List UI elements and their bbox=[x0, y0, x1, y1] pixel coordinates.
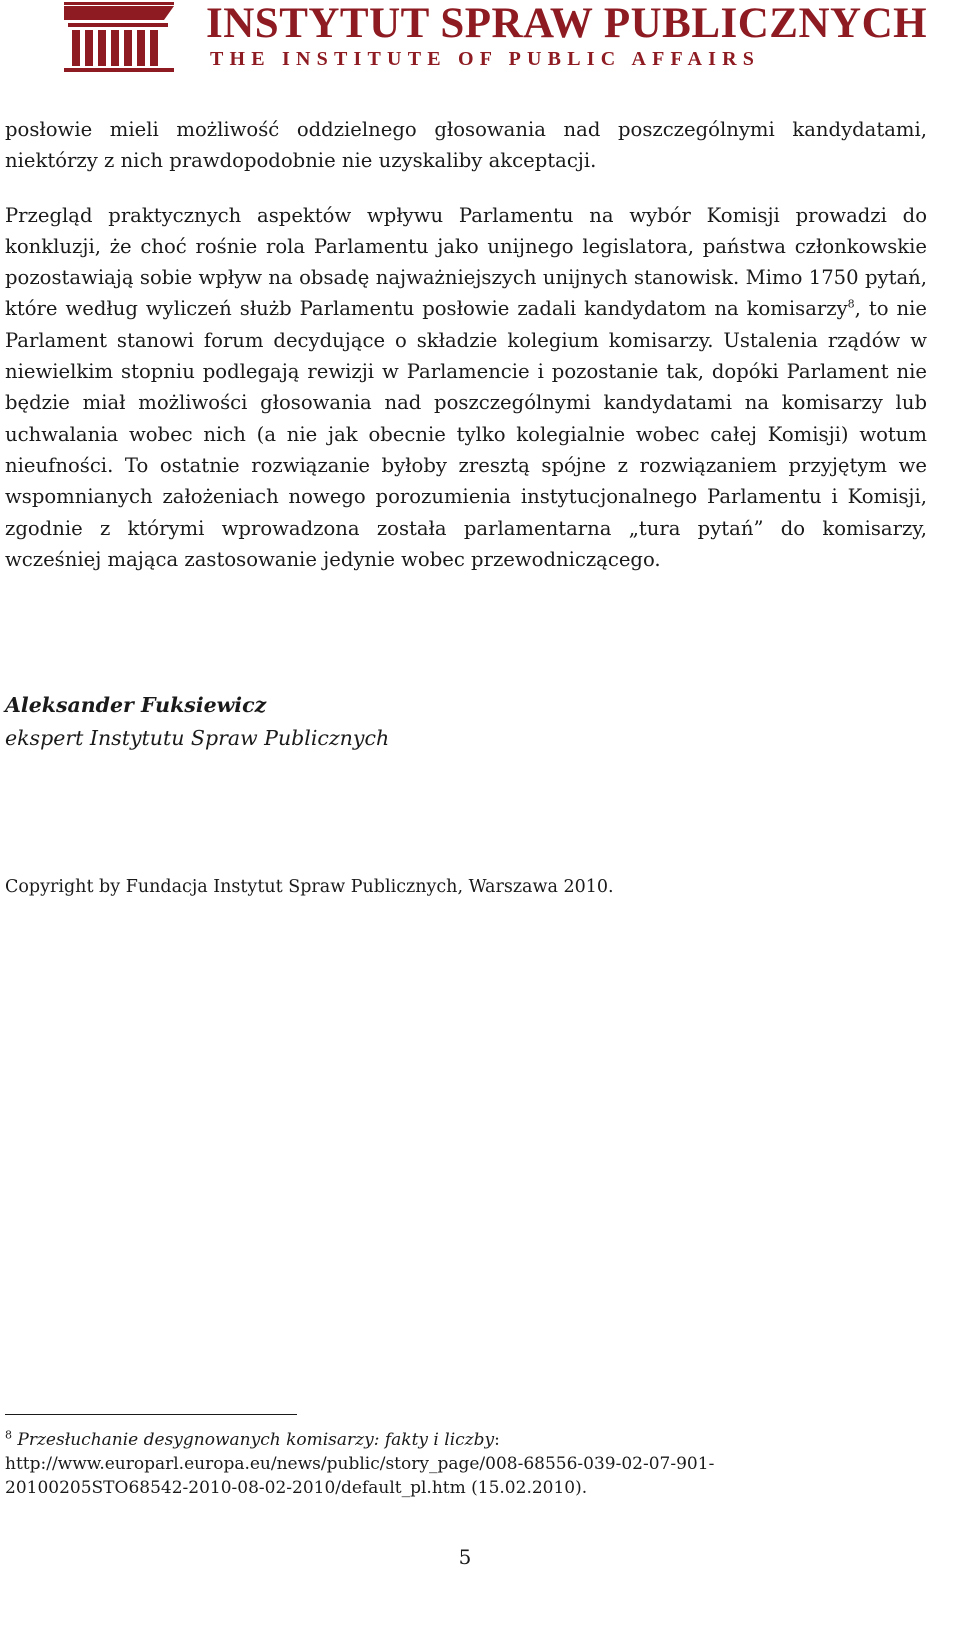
paragraph-2 bbox=[5, 200, 927, 576]
footnote-url-line-1[interactable]: http://www.europarl.europa.eu/news/public/story_page/008-68556-039-02-07-901- bbox=[5, 1454, 715, 1474]
footnote-number: 8 bbox=[5, 1428, 12, 1442]
document-body bbox=[5, 114, 927, 575]
footnote-colon: : bbox=[494, 1430, 500, 1450]
author-role: ekspert Instytutu Spraw Publicznych bbox=[5, 726, 390, 750]
institute-title: INSTYTUT SPRAW PUBLICZNYCH bbox=[206, 0, 928, 47]
page-number: 5 bbox=[458, 1545, 472, 1569]
author-block bbox=[5, 689, 389, 755]
author-name: Aleksander Fuksiewicz bbox=[5, 693, 267, 717]
footnote-title: Przesłuchanie desygnowanych komisarzy: fakty i liczby bbox=[17, 1430, 495, 1450]
footnote bbox=[5, 1428, 905, 1500]
footnote-reference[interactable]: 8 bbox=[847, 297, 855, 311]
paragraph-1: posłowie mieli możliwość oddzielnego głosowania nad poszczególnymi kandydatami, niektórzy z nich prawdopodobnie nie uzyskaliby akceptacji. bbox=[5, 118, 927, 173]
paragraph-2-text-a: Przegląd praktycznych aspektów wpływu Parlamentu na wybór Komisji prowadzi do konkluzji, że choć rośnie rola Parlamentu jako unijnego legislatora, państwa członkowskie pozostawiają sobie wpływ na obsadę najważniejszych unijnych stanowisk. Mimo 1750 pytań, które według wyliczeń służb Parlamentu posłowie zadali kandydatom na komisarzy bbox=[5, 203, 927, 321]
footnote-url-line-2[interactable]: 20100205STO68542-2010-08-02-2010/default_pl.htm (15.02.2010). bbox=[5, 1478, 588, 1498]
footnote-divider bbox=[5, 1414, 297, 1415]
copyright-notice: Copyright by Fundacja Instytut Spraw Publicznych, Warszawa 2010. bbox=[5, 877, 614, 897]
footnote-title-line bbox=[5, 1428, 905, 1452]
institute-subtitle: THE INSTITUTE OF PUBLIC AFFAIRS bbox=[210, 48, 761, 70]
columns-logo-icon bbox=[60, 2, 178, 72]
paragraph-2-text-b: , to nie Parlament stanowi forum decydujące o składzie kolegium komisarzy. Ustalenia rządów w niewielkim stopniu podlegają rewizji w Parlamencie i pozostanie tak, dopóki Parlament nie będzie miał możliwości głosowania nad poszczególnymi kandydatami na komisarzy lub uchwalania wobec nich (a nie jak obecnie tylko kolegialnie wobec całej Komisji) wotum nieufności. To ostatnie rozwiązanie byłoby zresztą spójne z rozwiązaniem przyjętym we wspomnianych założeniach nowego porozumienia instytucjonalnego Parlamentu i Komisji, zgodnie z którymi wprowadzona została parlamentarna „tura pytań” do komisarzy, wcześniej mająca zastosowanie jedynie wobec przewodniczącego. bbox=[5, 297, 927, 571]
page-header bbox=[60, 0, 928, 76]
